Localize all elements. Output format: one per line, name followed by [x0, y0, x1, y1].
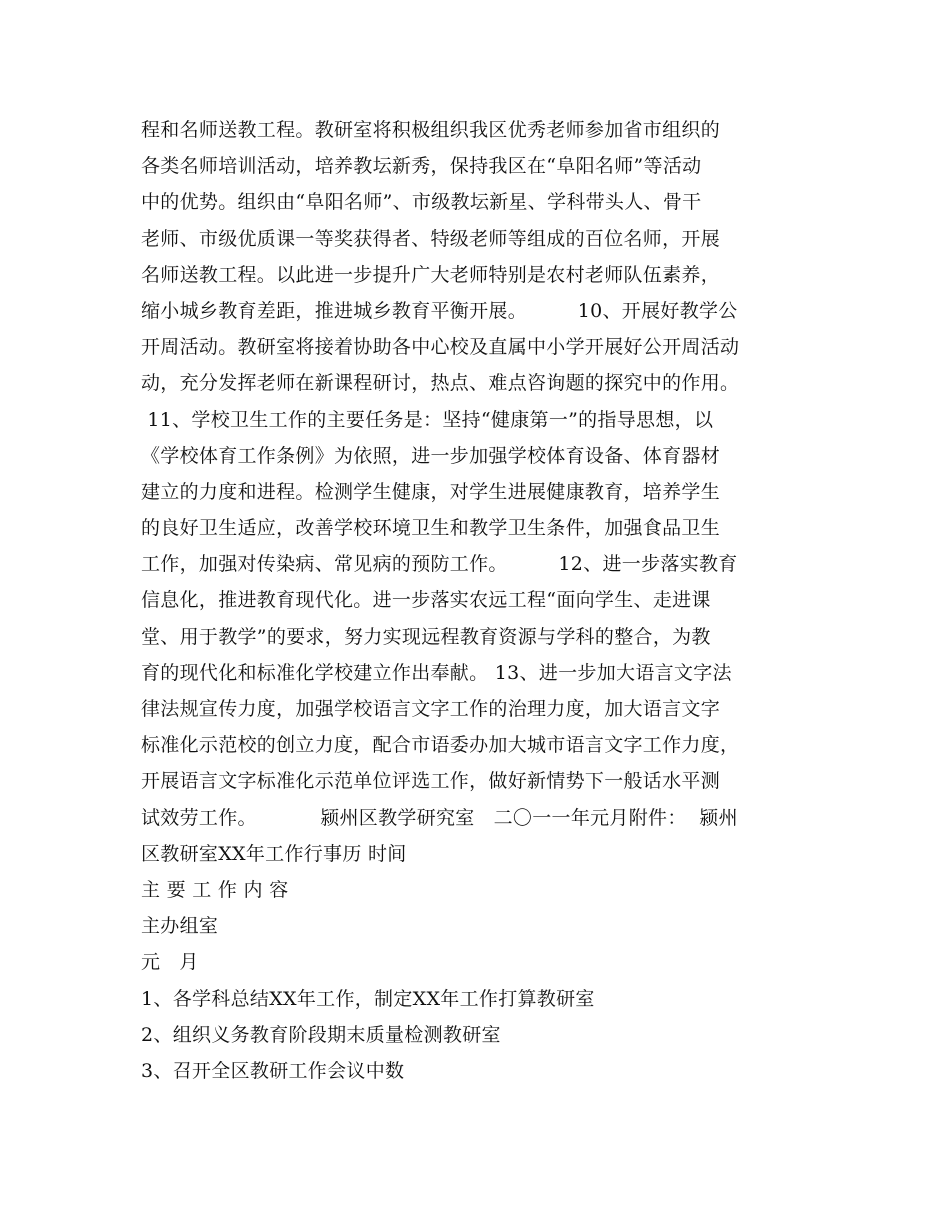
text-line: 律法规宣传力度，加强学校语言文字工作的治理力度，加大语言文字: [141, 698, 721, 720]
text-line: 信息化，推进教育现代化。进一步落实农远工程“面向学生、走进课: [141, 589, 711, 612]
text-line: 区教研室XX年工作行事历 时间: [141, 842, 407, 865]
text-line: 开展语言文字标准化示范单位评选工作，做好新情势下一般话水平测: [141, 770, 721, 793]
text-line: 元 月: [141, 951, 199, 974]
text-line: 中的优势。组织由“阜阳名师”、市级教坛新星、学科带头人、骨干: [141, 191, 702, 214]
text-line: 建立的力度和进程。检测学生健康，对学生进展健康教育，培养学生: [141, 480, 721, 503]
text-line: 育的现代化和标准化学校建立作出奉献。 13、进一步加大语言文字法: [141, 661, 732, 684]
text-line: 《学校体育工作条例》为依照，进一步加强学校体育设备、体育器材: [141, 444, 721, 467]
text-line: 2、组织义务教育阶段期末质量检测教研室: [141, 1023, 501, 1046]
text-line: 堂、用于教学”的要求，努力实现远程教育资源与学科的整合，为教: [141, 625, 711, 648]
text-line: 开周活动。教研室将接着协助各中心校及直属中小学开展好公开周活动: [141, 336, 740, 359]
text-line: 3、召开全区教研工作会议中数: [141, 1059, 405, 1082]
text-line: 缩小城乡教育差距，推进城乡教育平衡开展。 10、开展好教学公: [141, 299, 738, 322]
text-line: 程和名师送教工程。教研室将积极组织我区优秀老师参加省市组织的: [141, 119, 721, 141]
text-line: 工作，加强对传染病、常见病的预防工作。 12、进一步落实教育: [141, 553, 738, 576]
text-line: 主 要 工 作 内 容: [141, 878, 289, 901]
document-body: [141, 112, 821, 1089]
text-line: 标准化示范校的创立力度，配合市语委办加大城市语言文字工作力度，: [141, 734, 740, 757]
text-line: 主办组室: [141, 915, 219, 938]
text-line: 动，充分发挥老师在新课程研讨，热点、难点咨询题的探究中的作用。: [141, 372, 740, 395]
text-line: 名师送教工程。以此进一步提升广大老师特别是农村老师队伍素养，: [141, 263, 721, 286]
text-line: 的良好卫生适应，改善学校环境卫生和教学卫生条件，加强食品卫生: [141, 517, 721, 540]
text-line: 老师、市级优质课一等奖获得者、特级老师等组成的百位名师，开展: [141, 227, 721, 250]
text-line: 11、学校卫生工作的主要任务是：坚持“健康第一”的指导思想，以: [141, 408, 714, 431]
text-line: 各类名师培训活动，培养教坛新秀，保持我区在“阜阳名师”等活动: [141, 155, 702, 178]
text-line: 试效劳工作。 颍州区教学研究室 二〇一一年元月附件： 颍州: [141, 806, 738, 829]
text-line: 1、各学科总结XX年工作，制定XX年工作打算教研室: [141, 987, 595, 1010]
